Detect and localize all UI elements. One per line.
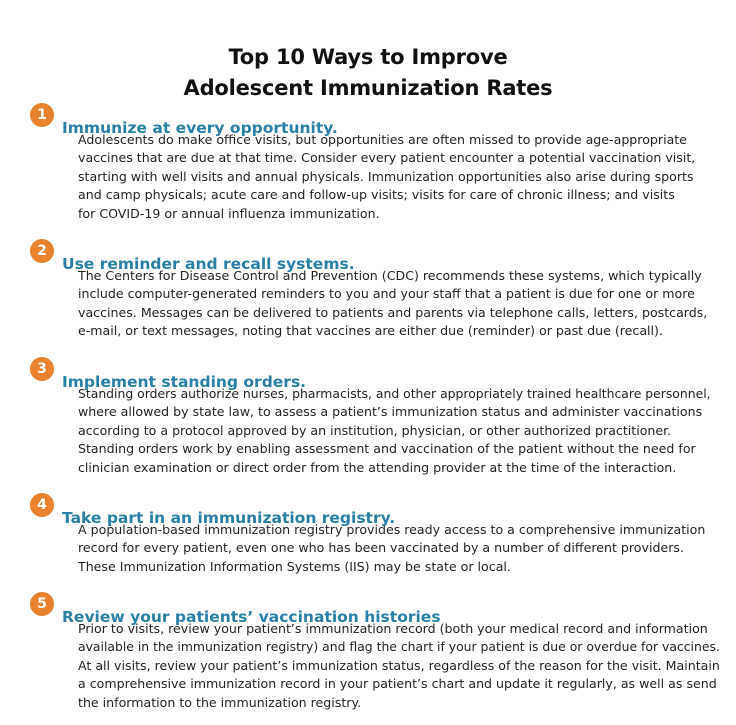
body-line: The Centers for Disease Control and Prevention (CDC) recommends these systems, which typically [78,268,702,283]
body-line: where allowed by state law, to assess a patient’s immunization status and administer vaccinations [78,404,703,420]
body-line: Standing orders work by enabling assessment and vaccination of the patient without the need for [78,441,696,457]
page-title [0,42,736,104]
tip-body [78,620,720,712]
body-line: Standing orders authorize nurses, pharmacists, and other appropriately trained healthcare personnel, [78,386,711,401]
tip-item-1 [30,103,720,236]
body-line: clinician examination or direct order from the attending provider at the time of the interaction. [78,459,677,475]
tip-header [30,103,720,137]
tip-heading: Immunize at every opportunity. [62,118,338,137]
body-line: vaccines. Messages can be delivered to patients and parents via telephone calls, letters, postcards, [78,304,708,320]
page-title-line-1: Top 10 Ways to Improve [228,45,508,70]
tip-heading: Implement standing orders. [62,372,307,391]
body-line: vaccines that are due at that time. Consider every patient encounter a potential vaccination visit, [78,150,696,166]
body-line: available in the immunization registry) and flag the chart if your patient is due or overdue for vaccines. [78,639,720,655]
body-line: A population-based immunization registry provides ready access to a comprehensive immunization [78,522,706,537]
tip-item-3 [30,357,720,490]
tip-item-2 [30,239,720,353]
tip-heading: Review your patients’ vaccination histories [62,607,441,626]
number-badge: 4 [30,493,54,517]
body-line: Adolescents do make office visits, but opportunities are often missed to provide age-appropriate [78,132,687,147]
body-line: include computer-generated reminders to you and your staff that a patient is due for one or more [78,286,695,302]
tip-heading: Take part in an immunization registry. [62,508,396,527]
page-title-line-2: Adolescent Immunization Rates [183,76,553,101]
tip-heading: Use reminder and recall systems. [62,254,355,273]
body-line: a comprehensive immunization record in your patient’s chart and update it regularly, as well as send [78,676,717,692]
body-line: and camp physicals; acute care and follow-up visits; visits for care of chronic illness; and visits [78,187,675,203]
body-line: These Immunization Information Systems (IIS) may be state or local. [78,558,511,574]
tip-header [30,239,720,273]
body-line: record for every patient, even one who has been vaccinated by a number of different providers. [78,540,684,556]
body-line: starting with well visits and annual physicals. Immunization opportunities also arise during sports [78,168,694,184]
body-line: the information to the immunization registry. [78,694,362,710]
tip-body [78,385,720,477]
tip-header [30,357,720,391]
body-line: according to a protocol approved by an institution, physician, or other authorized practitioner. [78,422,672,438]
tip-header [30,493,720,527]
tip-body [78,267,720,341]
number-badge: 5 [30,592,54,616]
number-badge: 1 [30,103,54,127]
tip-item-4 [30,493,720,589]
tip-header [30,592,720,626]
body-line: e-mail, or text messages, noting that vaccines are either due (reminder) or past due (recall). [78,323,663,339]
body-line: At all visits, review your patient’s immunization status, regardless of the reason for the visit. Maintain [78,657,720,673]
body-line: for COVID-19 or annual influenza immunization. [78,205,380,221]
number-badge: 3 [30,357,54,381]
number-badge: 2 [30,239,54,263]
tip-item-5 [30,592,720,725]
body-line: Prior to visits, review your patient’s immunization record (both your medical record and information [78,621,708,636]
tip-body [78,131,720,223]
